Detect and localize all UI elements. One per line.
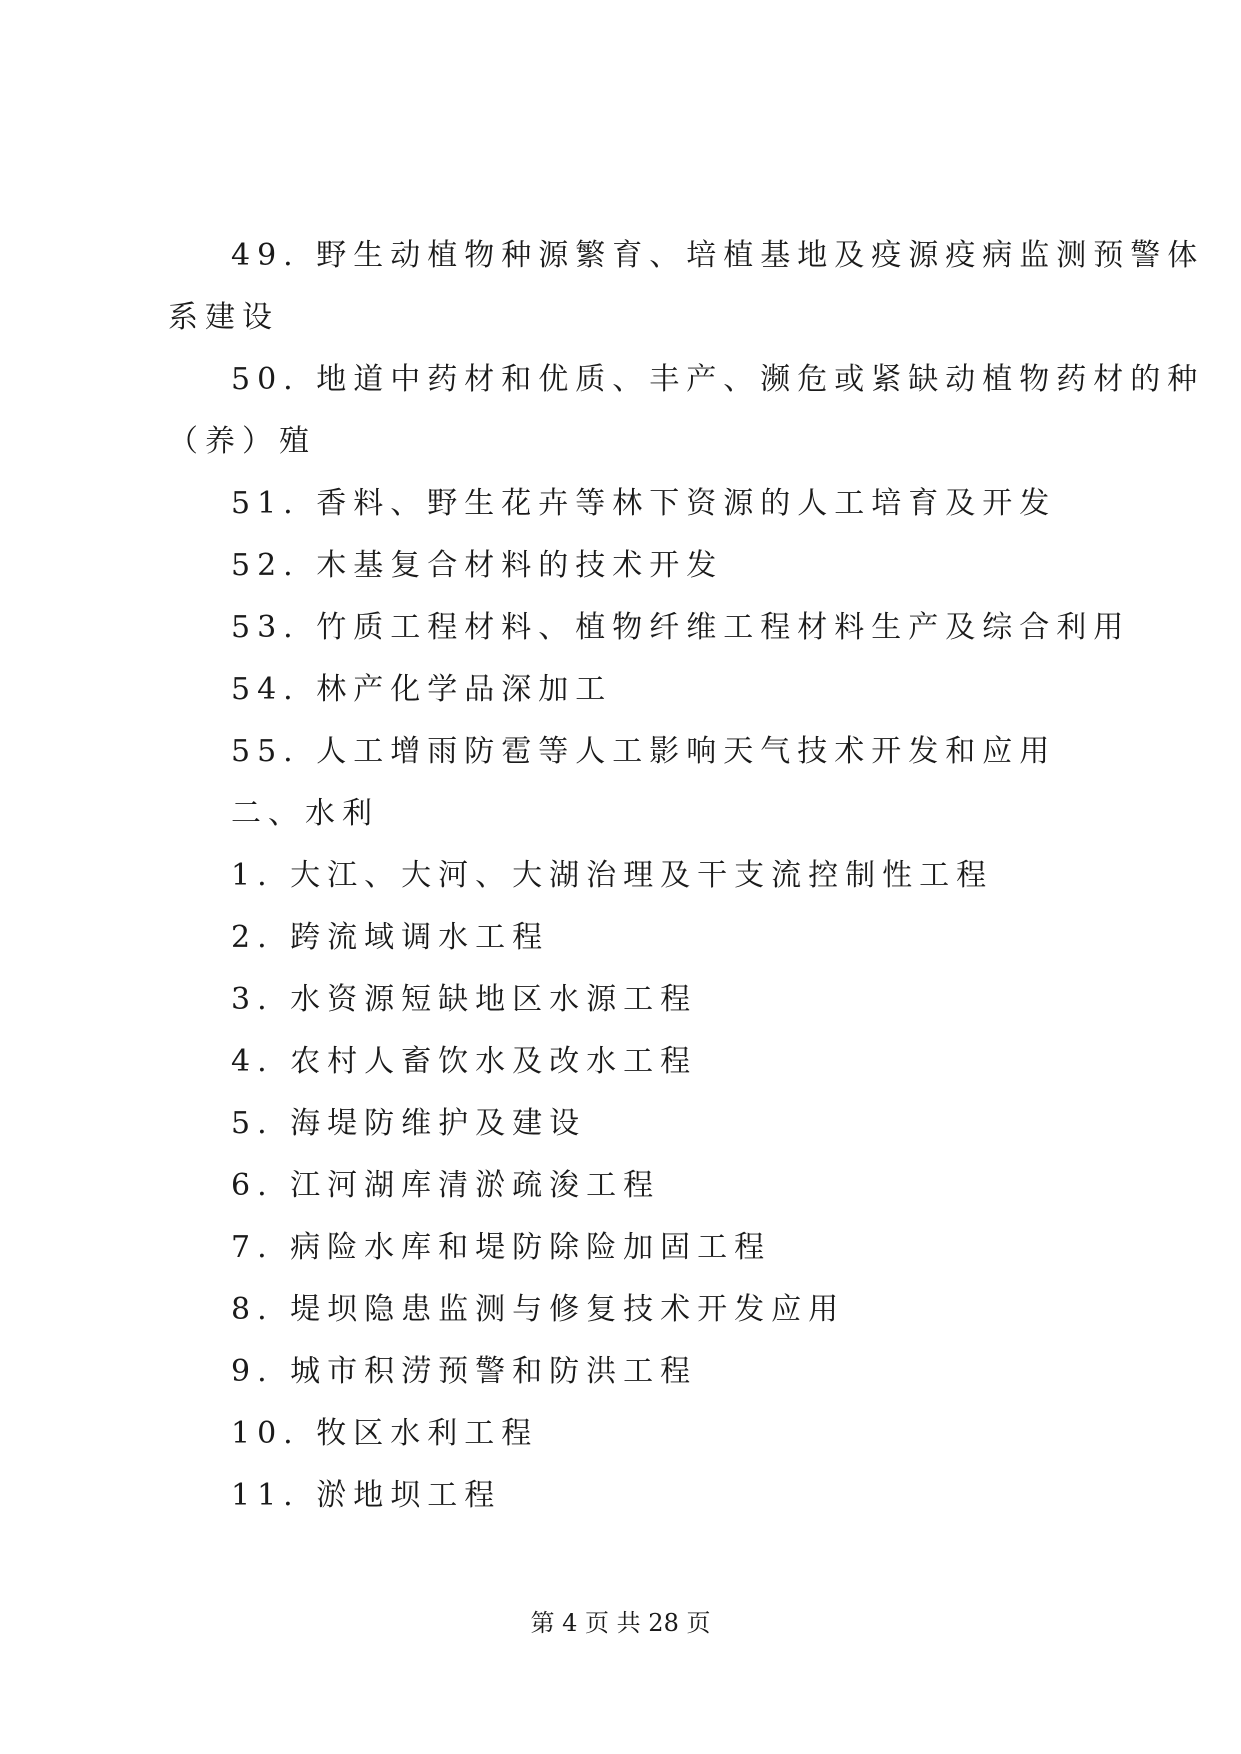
list-item-11: 11. 淤地坝工程 [231,1478,502,1513]
list-item-1: 1. 大江、大河、大湖治理及干支流控制性工程 [231,858,994,893]
list-item-49: 49. 野生动植物种源繁育、培植基地及疫源疫病监测预警体 [231,238,1205,273]
section-heading-water: 二、水利 [231,796,379,831]
list-item-6: 6. 江河湖库清淤疏浚工程 [231,1168,661,1203]
page-footer: 第 4 页 共 28 页 [530,1609,711,1637]
list-item-49-continuation: 系建设 [168,300,279,335]
list-item-2: 2. 跨流域调水工程 [231,920,550,955]
list-item-55: 55. 人工增雨防雹等人工影响天气技术开发和应用 [231,734,1057,769]
list-item-9: 9. 城市积涝预警和防洪工程 [231,1354,698,1389]
list-item-50-continuation: （养）殖 [168,424,316,459]
list-item-7: 7. 病险水库和堤防除险加固工程 [231,1230,772,1265]
list-item-52: 52. 木基复合材料的技术开发 [231,548,724,583]
list-item-3: 3. 水资源短缺地区水源工程 [231,982,698,1017]
list-item-53: 53. 竹质工程材料、植物纤维工程材料生产及综合利用 [231,610,1131,645]
list-item-51: 51. 香料、野生花卉等林下资源的人工培育及开发 [231,486,1057,521]
list-item-50: 50. 地道中药材和优质、丰产、濒危或紧缺动植物药材的种 [231,362,1205,397]
list-item-54: 54. 林产化学品深加工 [231,672,613,707]
list-item-5: 5. 海堤防维护及建设 [231,1106,587,1141]
list-item-8: 8. 堤坝隐患监测与修复技术开发应用 [231,1292,846,1327]
list-item-10: 10. 牧区水利工程 [231,1416,539,1451]
list-item-4: 4. 农村人畜饮水及改水工程 [231,1044,698,1079]
